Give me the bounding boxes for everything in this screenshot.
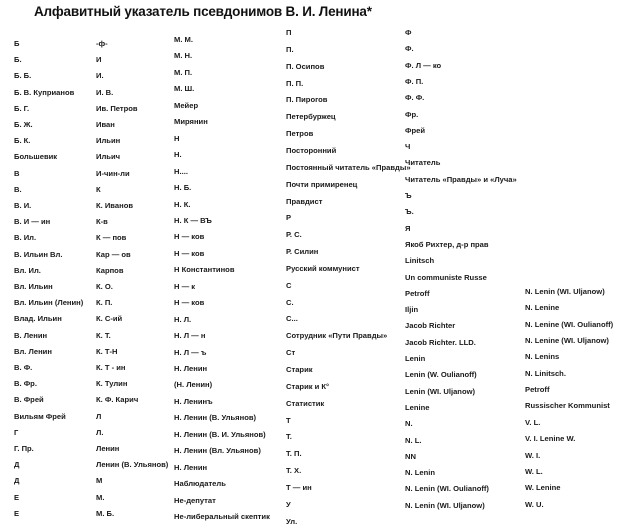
index-entry: Lenin (W. Oulianoff) <box>405 370 477 380</box>
index-entry: Мейер <box>174 100 199 110</box>
index-entry: Р <box>286 213 292 223</box>
index-entry: В. <box>14 184 22 194</box>
index-entry: М. Н. <box>174 51 193 61</box>
index-entry: Не-либеральный скептик <box>174 512 270 522</box>
index-entry: Правдист <box>286 196 323 206</box>
index-entry: В. Ильин Вл. <box>14 249 63 259</box>
index-entry: Петров <box>286 129 314 139</box>
index-entry: Н. Л — н <box>174 331 206 341</box>
index-entry: И-чин-ли <box>96 168 130 178</box>
index-entry: Влад. Ильин <box>14 314 62 324</box>
index-entry: Iljin <box>405 305 419 315</box>
index-entry: С... <box>286 314 298 324</box>
index-entry: К. Т-Н <box>96 346 118 356</box>
index-entry: Вл. Ленин <box>14 346 52 356</box>
index-entry: У <box>286 499 291 509</box>
index-entry: П. Осипов <box>286 61 325 71</box>
index-entry: П. <box>286 44 294 54</box>
index-entry: К. Иванов <box>96 201 133 210</box>
index-entry: К — пов <box>96 233 127 243</box>
index-entry: Мирянин <box>174 117 208 127</box>
index-entry: N. L. <box>405 435 422 445</box>
index-entry: Не-депутат <box>174 495 216 505</box>
index-entry: (Н. Ленин) <box>174 380 213 390</box>
index-entry: К-в <box>96 217 108 227</box>
index-entry: Т <box>286 415 291 425</box>
index-entry: Н — ков <box>174 248 205 258</box>
index-entry: М. Ш. <box>174 84 195 94</box>
index-entry: Вл. Ильин (Ленин) <box>14 298 84 308</box>
index-entry: Н — ков <box>174 298 205 308</box>
index-entry: Н Константинов <box>174 265 235 275</box>
index-entry: В. Ленин <box>14 330 48 340</box>
index-entry: Якоб Рихтер, д-р прав <box>405 239 489 249</box>
index-entry: К. Ф. Карич <box>96 395 139 405</box>
index-entry: Кар — ов <box>96 249 131 259</box>
index-entry: П. Пирогов <box>286 95 328 105</box>
index-entry: К. Тулин <box>96 379 128 389</box>
index-entry: Б <box>14 39 20 48</box>
index-entry: W. Lenine <box>525 483 561 493</box>
index-entry: Petroff <box>525 385 550 395</box>
index-entry: N. Lenin (WI. Oulianoff) <box>405 484 489 494</box>
index-entry: Б. В. Куприанов <box>14 87 75 97</box>
index-entry: Я <box>405 223 411 233</box>
index-entry: N. Lenin (WI. Uljanow) <box>405 500 485 510</box>
index-entry: Б. Г. <box>14 103 30 113</box>
index-entry: Фрей <box>405 125 426 135</box>
index-entry: Ф. Ф. <box>405 93 425 103</box>
index-entry: Н. Ленин <box>174 364 208 373</box>
index-entry: Сотрудник «Пути Правды» <box>286 331 388 341</box>
index-entry: Посторонний <box>286 145 337 155</box>
index-entry: Б. Ж. <box>14 120 33 129</box>
index-entry: Ф. Л — ко <box>405 60 442 70</box>
index-entry: Г. Пр. <box>14 444 34 453</box>
index-entry: М. Б. <box>96 508 115 518</box>
index-entry: Н. Ленин <box>174 462 208 472</box>
index-entry: Ф <box>405 28 412 37</box>
index-entry: Р. Силин <box>286 247 319 257</box>
index-entry: Н. Ленин (В. Ульянов) <box>174 413 257 423</box>
index-entry: Un communiste Russe <box>405 272 487 282</box>
index-entry: Статистик <box>286 398 325 408</box>
index-entry: Большевик <box>14 152 58 162</box>
index-entry: N. Lenin <box>405 468 435 478</box>
index-entry: N. Lenin (WI. Uljanow) <box>525 287 605 296</box>
index-entry: Н. К. <box>174 199 191 209</box>
index-entry: М. М. <box>174 35 193 44</box>
index-entry: В. Ил. <box>14 233 37 243</box>
index-entry: Ъ. <box>405 207 414 217</box>
index-entry: Б. К. <box>14 136 31 146</box>
index-entry: Е <box>14 508 20 518</box>
index-entry: N. Lenine <box>525 303 560 313</box>
index-entry: П. П. <box>286 78 304 88</box>
index-entry: N. Lenins <box>525 352 560 362</box>
index-entry: Т. <box>286 432 292 442</box>
index-entry: V. I. Lenine W. <box>525 434 576 444</box>
index-entry: Читатель <box>405 158 441 168</box>
index-entry: Т — ин <box>286 482 312 492</box>
index-entry: С <box>286 280 292 290</box>
index-entry: Д <box>14 460 20 470</box>
index-entry: W. U. <box>525 499 544 509</box>
index-entry: Русский коммунист <box>286 263 360 273</box>
index-entry: Н — ков <box>174 232 205 242</box>
index-entry: С. <box>286 297 294 307</box>
index-entry: Наблюдатель <box>174 479 226 489</box>
index-entry: К. Т. <box>96 330 111 340</box>
index-entry: W. I. <box>525 450 541 460</box>
index-entry: Ив. Петров <box>96 103 138 113</box>
index-entry: В. Ф. <box>14 363 33 372</box>
index-entry: К <box>96 184 101 194</box>
index-entry: Н. Ленин (Вл. Ульянов) <box>174 446 261 456</box>
index-entry: Ильич <box>96 152 121 162</box>
index-entry: Фр. <box>405 109 419 119</box>
index-entry: К. О. <box>96 282 113 291</box>
index-entry: Б. Б. <box>14 71 32 81</box>
index-entry: Б. <box>14 55 22 65</box>
index-entry: -ф- <box>96 39 108 48</box>
index-entry: Старик и К° <box>286 381 330 391</box>
index-entry: Карпов <box>96 265 124 275</box>
index-entry: Вл. Ил. <box>14 265 41 275</box>
index-entry: Н.... <box>174 166 188 176</box>
index-entry: Ленин <box>96 444 120 453</box>
index-entry: Вильям Фрей <box>14 411 66 421</box>
index-entry: Lenine <box>405 402 430 412</box>
index-entry: Lenin <box>405 354 426 363</box>
index-entry: Lenin (WI. Uljanow) <box>405 386 476 396</box>
index-entry: N. Lenine (WI. Uljanow) <box>525 336 609 346</box>
index-entry: Г <box>14 427 19 437</box>
index-entry: Постоянный читатель «Правды» <box>286 162 411 172</box>
index-entry: И. В. <box>96 87 114 97</box>
index-entry: Ул. <box>286 516 298 526</box>
index-entry: N. Linitsch. <box>525 368 566 378</box>
index-entry: Ф. П. <box>405 76 424 86</box>
index-entry: NN <box>405 451 416 461</box>
index-entry: Д <box>14 476 20 486</box>
index-entry: N. Lenine (WI. Oulianoff) <box>525 319 614 329</box>
index-entry: Linitsch <box>405 256 435 266</box>
index-entry: К. Т - ин <box>96 363 126 372</box>
index-entry: К. С-ий <box>96 314 123 324</box>
index-entry: Ст <box>286 348 296 358</box>
page-title: Алфавитный указатель псевдонимов В. И. Ленина* <box>34 4 372 19</box>
index-entry: Л <box>96 411 102 421</box>
index-entry: Почти примиренец <box>286 179 358 189</box>
index-entry: Ильин <box>96 136 121 146</box>
index-entry: Н. Ленин (В. И. Ульянов) <box>174 429 266 439</box>
index-entry: П <box>286 28 292 37</box>
index-entry: Н. Л. <box>174 314 192 324</box>
index-entry: Н. <box>174 150 182 160</box>
index-entry: Н — к <box>174 281 196 291</box>
index-entry: Читатель «Правды» и «Луча» <box>405 174 517 184</box>
index-entry: Вл. Ильин <box>14 282 53 291</box>
index-entry: В <box>14 168 20 178</box>
index-entry: М. <box>96 492 105 502</box>
index-entry: Старик <box>286 365 313 374</box>
index-entry: Т. П. <box>286 449 302 459</box>
index-entry: В. Фрей <box>14 395 44 405</box>
index-entry: Ъ <box>405 191 412 200</box>
index-entry: Л. <box>96 427 104 437</box>
index-entry: Е <box>14 492 20 502</box>
index-entry: М <box>96 476 103 486</box>
index-entry: И. <box>96 71 104 81</box>
index-entry: Ч <box>405 142 411 152</box>
index-entry: В. Фр. <box>14 379 37 389</box>
index-entry: К. П. <box>96 298 113 308</box>
index-entry: Ф. <box>405 44 414 54</box>
index-entry: Н. Л — ъ <box>174 347 207 357</box>
index-entry: В. И. <box>14 201 32 210</box>
index-entry: Т. Х. <box>286 466 302 476</box>
index-entry: Petroff <box>405 288 430 298</box>
index-entry: Иван <box>96 120 115 129</box>
index-entry: Ленин (В. Ульянов) <box>96 460 169 470</box>
index-entry: М. П. <box>174 67 193 77</box>
index-entry: V. L. <box>525 417 541 427</box>
index-entry: N. <box>405 419 413 429</box>
index-entry: Н. К — ВЪ <box>174 215 212 225</box>
index-entry: В. И — ин <box>14 217 51 227</box>
index-entry: Н. Ленинъ <box>174 396 213 406</box>
index-entry: Russischer Kommunist <box>525 401 610 411</box>
index-entry: Jacob Richter. LLD. <box>405 337 476 347</box>
index-entry: И <box>96 55 102 65</box>
index-entry: Н <box>174 133 180 143</box>
index-entry: Н. Б. <box>174 183 192 193</box>
index-entry: Р. С. <box>286 230 302 240</box>
index-entry: Петербуржец <box>286 112 336 122</box>
index-entry: Jacob Richter <box>405 321 456 331</box>
index-entry: W. L. <box>525 466 543 476</box>
